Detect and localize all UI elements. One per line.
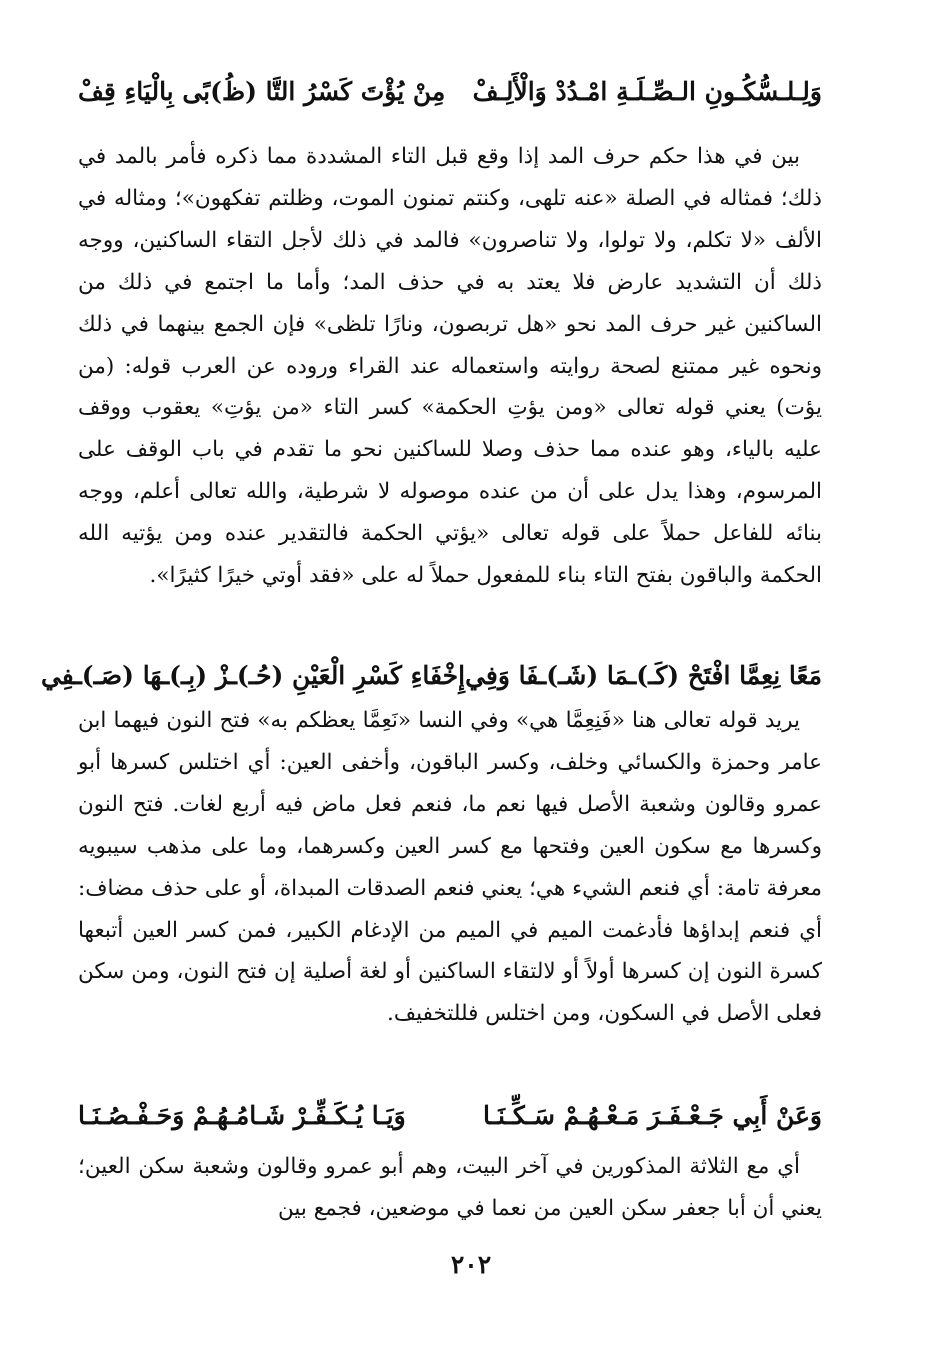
- commentary-paragraph-3: [78, 1146, 822, 1230]
- verse-3-right-hemistich: وَعَنْ أَبِي جَـعْـفَـرَ مَـعْـهُـمْ سَـكِّـنَـا: [483, 1101, 822, 1130]
- verse-2-right-hemistich: مَعًا نِعِمَّا افْتَحْ (كَـ)ـمَا (شَـ)ـفَا وَفِي: [465, 661, 822, 690]
- verse-3-left-hemistich: وَيَـا يُـكَـفِّـرْ شَـامُـهُـمْ وَحَـفْـصُـنَـا: [78, 1101, 406, 1130]
- verse-1-right-hemistich: وَلِـلـسُّكُـونِ الـصِّـلَـةِ امْـدُدْ وَالْأَلِـفْ: [472, 77, 822, 106]
- verse-line-2: [40, 656, 822, 696]
- paragraph-2-text: يريد قوله تعالى هنا «فَنِعِمَّا هي» وفي النسا «نَعِمَّا يعظكم به» فتح النون فيهما ابن عامر وحمزة والكسائي وخلف، وكسر الباقون، وأخفى العين: أي اختلس كسرها أبو عمرو وقالون وشعبة الأصل فيها نعم ما، فنعم فعل ماض فيه أربع لغات. فتح النون وكسرها مع سكون العين وفتحها مع كسر العين وكسرهما، وما على مذهب سيبويه معرفة تامة: أي فنعم الشيء هي؛ يعني فنعم الصدقات المبداة، أو على حذف مضاف: أي فنعم إبداؤها فأدغمت الميم في الميم من الإدغام الكبير، فمن كسر العين أتبعها كسرة النون إن كسرها أولاً أو لالتقاء الساكنين أو لغة أصلية إن فتح النون، ومن سكن فعلى الأصل في السكون، ومن اختلس فللتخفيف.: [78, 708, 822, 1027]
- page-number: ٢٠٢: [450, 1250, 492, 1279]
- verse-line-1: [78, 72, 822, 112]
- commentary-paragraph-2: [78, 700, 822, 1035]
- verse-line-3: [78, 1096, 822, 1136]
- paragraph-1-text: بين في هذا حكم حرف المد إذا وقع قبل التاء المشددة مما ذكره فأمر بالمد في ذلك؛ فمثاله في الصلة «عنه تلهى، وكنتم تمنون الموت، وظلتم تفكهون»؛ ومثاله في الألف «لا تكلم، ولا تولوا، ولا تناصرون» فالمد في ذلك لأجل التقاء الساكنين، ووجه ذلك أن التشديد عارض فلا يعتد به في حذف المد؛ وأما ما اجتمع في ذلك من الساكنين غير حرف المد نحو «هل تربصون، ونارًا تلظى» فإن الجمع بينهما في ذلك ونحوه غير ممتنع لصحة روايته واستعماله عند القراء وروده عن العرب قوله: (من يؤت) يعني قوله تعالى «ومن يؤتِ الحكمة» كسر التاء «من يؤتِ» يعقوب ووقف عليه بالياء، وهو عنده مما حذف وصلا للساكنين نحو ما تقدم في باب الوقف على المرسوم، وهذا يدل على أن من عنده موصوله لا شرطية، والله تعالى أعلم، ووجه بنائه للفاعل حملاً على قوله تعالى «يؤتي الحكمة فالتقدير عنده ومن يؤتيه الله الحكمة والباقون بفتح التاء بناء للمفعول حملاً له على «فقد أوتي خيرًا كثيرًا».: [78, 144, 822, 589]
- commentary-paragraph-1: [78, 136, 822, 597]
- paragraph-3-text: أي مع الثلاثة المذكورين في آخر البيت، وهم أبو عمرو وقالون وشعبة سكن العين؛ يعني أن أبا جعفر سكن العين من نعما في موضعين، فجمع بين: [78, 1154, 822, 1221]
- verse-1-left-hemistich: مِنْ يُؤْتَ كَسْرُ التَّا (ظُ)بًى بِالْيَاءِ قِفْ: [78, 77, 446, 106]
- verse-2-left-hemistich: إِخْفَاءِ كَسْرِ الْعَيْنِ (حُـ)ـزْ (بِـ)ـهَا (صَـ)ـفِي: [40, 661, 466, 690]
